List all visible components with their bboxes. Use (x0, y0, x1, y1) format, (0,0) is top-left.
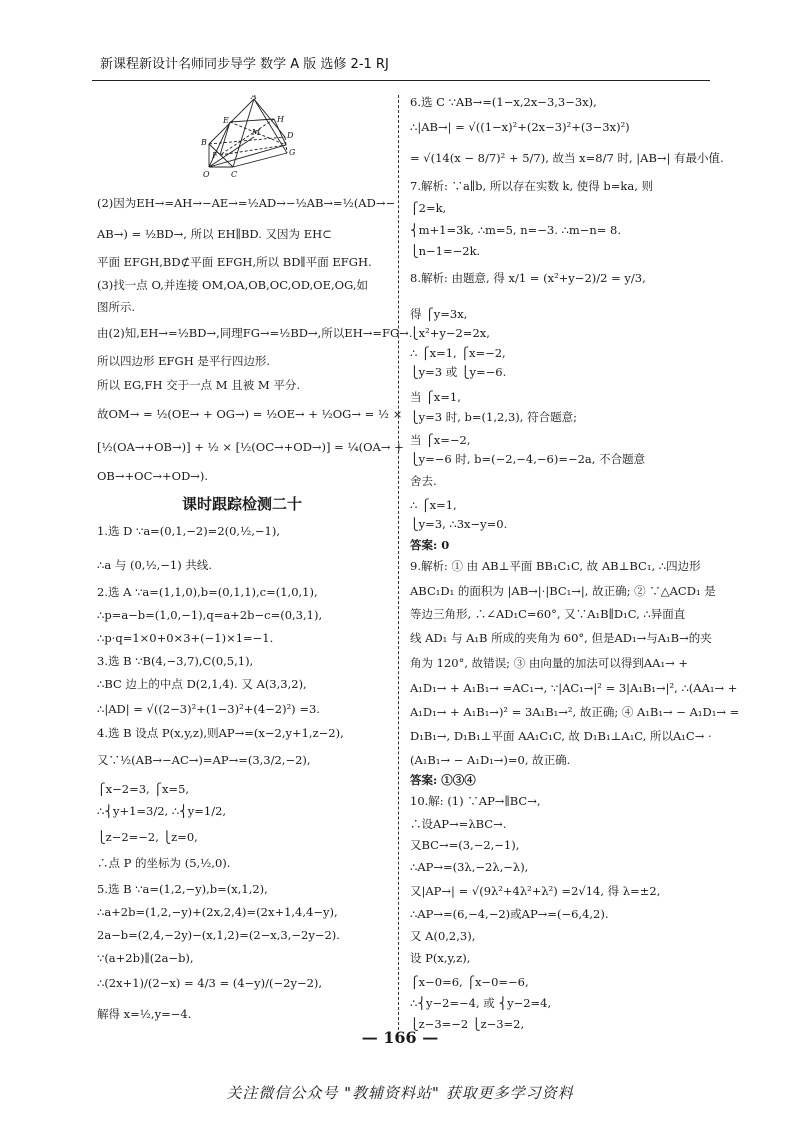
answer-line: ∴a 与 (0,½,−1) 共线. (97, 558, 212, 572)
text-line: ⎩y=3 时, b=(1,2,3), 符合题意; (410, 410, 577, 424)
answer-line: 5.选 B ∵a=(1,2,−y),b=(x,1,2), (97, 882, 268, 896)
column-divider (398, 95, 399, 1030)
text-line: ∴AP→=(3λ,−2λ,−λ), (410, 860, 529, 874)
text-line: ⎩x²+y−2=2x, (410, 326, 490, 340)
text-line: 6.选 C ∵AB→=(1−x,2x−3,3−3x), (410, 95, 597, 109)
text-line: 所以四边形 EFGH 是平行四边形. (97, 354, 271, 368)
fig-label-m: M (252, 128, 261, 137)
text-line: A₁D₁→ + A₁B₁→)² = 3A₁B₁→², 故正确; ④ A₁B₁→ − A₁D₁→ = (410, 705, 740, 719)
text-line: A₁D₁→ + A₁B₁→ =AC₁→, ∵|AC₁→|² = 3|A₁B₁→|², ∴(AA₁→ + (410, 681, 738, 695)
text-line: ABC₁D₁ 的面积为 |AB→|·|BC₁→|, 故正确; ② ∵△ACD₁ 是 (410, 584, 716, 598)
fig-label-f: F (212, 151, 218, 160)
answer-line: ∴a+2b=(1,2,−y)+(2x,2,4)=(2x+1,4,4−y), (97, 905, 338, 919)
text-line: 8.解析: 由题意, 得 x/1 = (x²+y−2)/2 = y/3, (410, 271, 646, 285)
pyramid-figure (197, 95, 397, 190)
text-line: 得 ⎧y=3x, (410, 307, 468, 321)
answer-line: 4.选 B 设点 P(x,y,z),则AP→=(x−2,y+1,z−2), (97, 726, 344, 740)
answer-line: ∴(2x+1)/(2−x) = 4/3 = (4−y)/(−2y−2), (97, 976, 323, 990)
text-line: ⎩n−1=−2k. (410, 244, 481, 258)
text-line: 当 ⎧x=1, (410, 390, 461, 404)
fig-label-e: E (223, 116, 229, 125)
answer-line: ∵(a+2b)∥(2a−b), (97, 951, 194, 965)
page-number: — 166 — (361, 1028, 439, 1047)
answer-line: ∴p=a−b=(1,0,−1),q=a+2b−c=(0,3,1), (97, 608, 323, 622)
text-line: (A₁B₁→ − A₁D₁→)=0, 故正确. (410, 753, 571, 767)
fig-label-o: O (203, 170, 210, 179)
text-line: ∴|AB→| = √((1−x)²+(2x−3)²+(3−3x)²) (410, 120, 630, 134)
text-line: ∴ ⎧x=1, (410, 498, 457, 512)
text-line: D₁B₁→, D₁B₁⊥平面 AA₁C₁C, 故 D₁B₁⊥A₁C, 所以A₁C→ · (410, 729, 712, 743)
answer-line: 2a−b=(2,4,−2y)−(x,1,2)=(2−x,3,−2y−2). (97, 928, 340, 942)
text-line: 7.解析: ∵a∥b, 所以存在实数 k, 使得 b=ka, 则 (410, 179, 654, 193)
answer-line: 2.选 A ∵a=(1,1,0),b=(0,1,1),c=(1,0,1), (97, 585, 318, 599)
answer-line: ∴p·q=1×0+0×3+(−1)×1=−1. (97, 631, 274, 645)
answer-line: 解得 x=½,y=−4. (97, 1007, 192, 1021)
text-line: 等边三角形, ∴∠AD₁C=60°, 又∵A₁B∥D₁C, ∴异面直 (410, 607, 686, 621)
text-line: 角为 120°, 故错误; ③ 由向量的加法可以得到AA₁→ + (410, 656, 688, 670)
text-line: ⎧2=k, (410, 201, 447, 215)
answer-line: ∴⎨y+1=3/2, ∴⎨y=1/2, (97, 804, 227, 818)
text-line: 故OM→ = ½(OE→ + OG→) = ½OE→ + ½OG→ = ½ × (97, 407, 403, 421)
answer-line: ∴|AD| = √((2−3)²+(1−3)²+(4−2)²) =3. (97, 702, 320, 716)
text-line: [½(OA→+OB→)] + ½ × [½(OC→+OD→)] = ¼(OA→ + (97, 440, 404, 454)
answer-line: 又∵½(AB→−AC→)=AP→=(3,3/2,−2), (97, 753, 311, 767)
answer-line: ∴BC 边上的中点 D(2,1,4). 又 A(3,3,2), (97, 677, 307, 691)
text-line: 又|AP→| = √(9λ²+4λ²+λ²) =2√14, 得 λ=±2, (410, 884, 661, 898)
text-line: 平面 EFGH,BD⊄平面 EFGH,所以 BD∥平面 EFGH. (97, 255, 372, 269)
text-line: 又 A(0,2,3), (410, 929, 476, 943)
text-line: ∴设AP→=λBC→. (410, 817, 507, 831)
text-line: = √(14(x − 8/7)² + 5/7), 故当 x=8/7 时, |AB→| 有最小值. (410, 151, 724, 165)
text-line: OB→+OC→+OD→). (97, 469, 209, 483)
page-header: 新课程新设计名师同步导学 数学 A 版 选修 2-1 RJ (100, 57, 389, 72)
text-line: (3)找一点 O,并连接 OM,OA,OB,OC,OD,OE,OG,如 (97, 278, 368, 292)
text-line: ⎩y=3, ∴3x−y=0. (410, 517, 508, 531)
text-line: ∴ ⎧x=1, ⎧x=−2, (410, 346, 506, 360)
text-line: 线 AD₁ 与 A₁B 所成的夹角为 60°, 但是AD₁→与A₁B→的夹 (410, 631, 712, 645)
text-line: ⎨m+1=3k, ∴m=5, n=−3. ∴m−n= 8. (410, 223, 622, 237)
text-line: 10.解: (1) ∵AP→∥BC→, (410, 794, 541, 808)
fig-label-a: A (251, 95, 257, 101)
fig-label-g: G (289, 148, 296, 157)
answer-line: ∴点 P 的坐标为 (5,½,0). (97, 856, 231, 870)
answer-label: 答案: ①③④ (410, 773, 476, 787)
text-line: 9.解析: ① 由 AB⊥平面 BB₁C₁C, 故 AB⊥BC₁, ∴四边形 (410, 559, 701, 573)
answer-line: ⎩z−2=−2, ⎩z=0, (97, 830, 198, 844)
text-line: ⎩y=−6 时, b=(−2,−4,−6)=−2a, 不合题意 (410, 452, 646, 466)
fig-label-b: B (201, 138, 207, 147)
text-line: ⎩y=3 或 ⎩y=−6. (410, 365, 507, 379)
section-title: 课时跟踪检测二十 (181, 495, 302, 513)
text-line: 由(2)知,EH→=½BD→,同理FG→=½BD→,所以EH→=FG→. (97, 326, 413, 340)
text-line: ⎧x−0=6, ⎧x−0=−6, (410, 975, 529, 989)
text-line: 当 ⎧x=−2, (410, 433, 471, 447)
text-line: 所以 EG,FH 交于一点 M 且被 M 平分. (97, 378, 300, 392)
text-line: 舍去. (410, 474, 437, 488)
answer-line: 1.选 D ∵a=(0,1,−2)=2(0,½,−1), (97, 524, 280, 538)
text-line: AB→) = ½BD→, 所以 EH∥BD. 又因为 EH⊂ (97, 227, 332, 241)
answer-line: ⎧x−2=3, ⎧x=5, (97, 782, 190, 796)
text-line: ∴AP→=(6,−4,−2)或AP→=(−6,4,2). (410, 907, 609, 921)
footer-note: 关注微信公众号 "教辅资料站" 获取更多学习资料 (226, 1084, 574, 1102)
text-line: 又BC→=(3,−2,−1), (410, 838, 520, 852)
text-line: ∴⎨y−2=−4, 或 ⎨y−2=4, (410, 996, 552, 1010)
text-line: 设 P(x,y,z), (410, 951, 471, 965)
answer-line: 3.选 B ∵B(4,−3,7),C(0,5,1), (97, 654, 254, 668)
header-rule (92, 80, 710, 81)
fig-label-d: D (287, 131, 294, 140)
fig-label-c: C (231, 170, 238, 179)
text-line: (2)因为EH→=AH→−AE→=½AD→−½AB→=½(AD→− (97, 196, 396, 210)
text-line: 图所示. (97, 300, 136, 314)
fig-label-h: H (277, 115, 284, 124)
answer-label: 答案: 0 (410, 538, 450, 552)
text-line: ⎩z−3=−2 ⎩z−3=2, (410, 1017, 525, 1031)
